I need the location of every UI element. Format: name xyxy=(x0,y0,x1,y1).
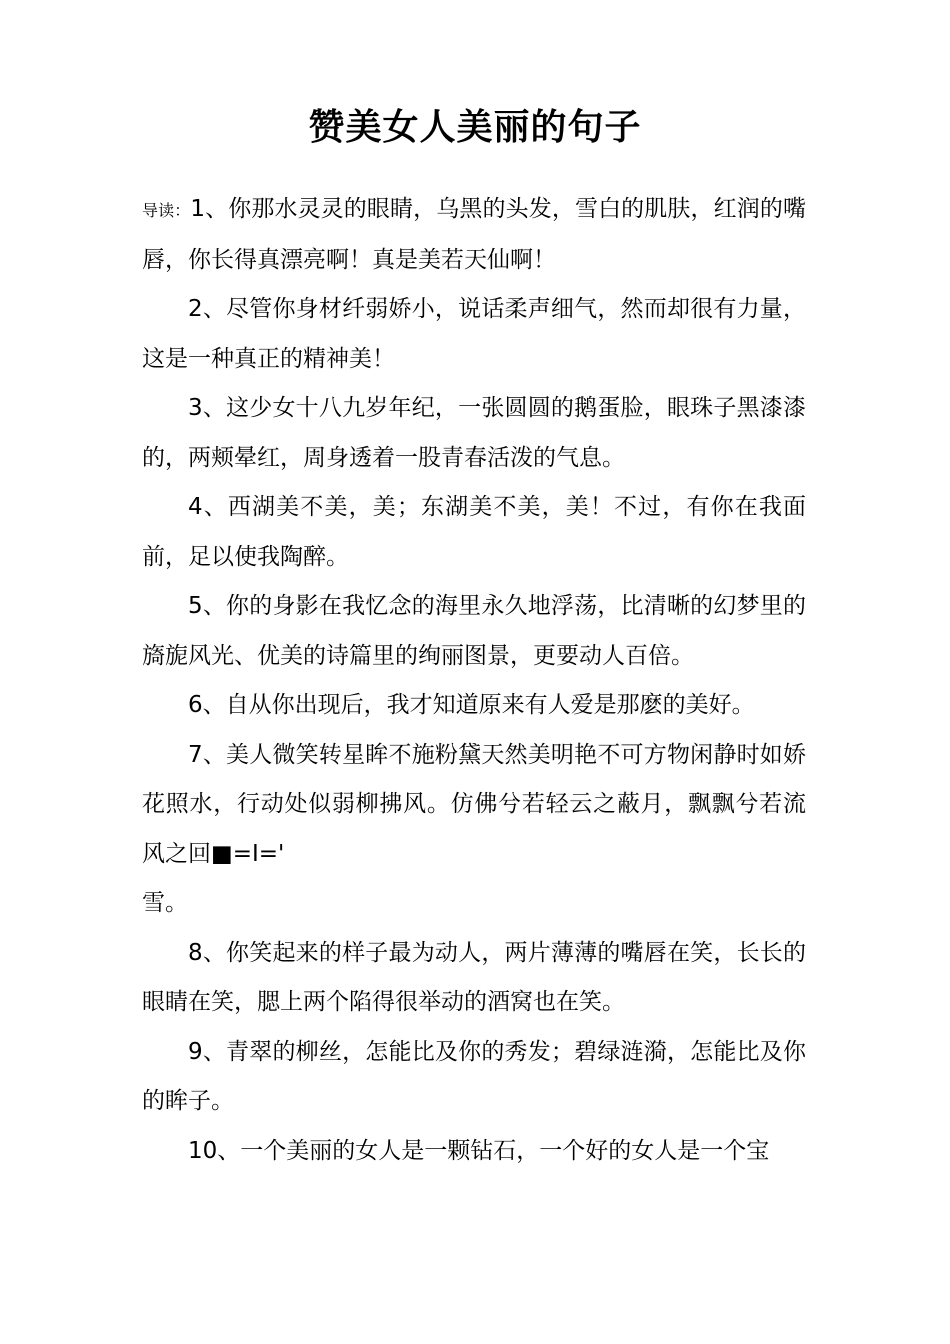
paragraph-7-continued: 雪。 xyxy=(142,890,188,916)
paragraph-7: 7、美人微笑转星眸不施粉黛天然美明艳不可方物闲静时如娇花照水，行动处似弱柳拂风。仿佛兮若轻云之蔽月，飘飘兮若流风之回■=I=' xyxy=(142,741,806,867)
intro-label: 导读： xyxy=(142,201,191,220)
paragraph-4: 4、西湖美不美，美；东湖美不美，美！不过，有你在我面前，足以使我陶醉。 xyxy=(142,494,806,570)
paragraph-9: 9、青翠的柳丝，怎能比及你的秀发；碧绿涟漪，怎能比及你的眸子。 xyxy=(142,1038,806,1114)
paragraph-10: 10、一个美丽的女人是一颗钻石，一个好的女人是一个宝 xyxy=(188,1137,770,1164)
paragraph-6: 6、自从你出现后，我才知道原来有人爱是那麽的美好。 xyxy=(188,692,755,718)
paragraph-1-text: 1、你那水灵灵的眼睛，乌黑的头发，雪白的肌肤，红润的嘴唇，你长得真漂亮啊！真是美若天仙啊！ xyxy=(142,196,806,273)
paragraph-1 xyxy=(142,185,806,285)
paragraph-5: 5、你的身影在我忆念的海里永久地浮荡，比清晰的幻梦里的旖旎风光、优美的诗篇里的绚丽图景，更要动人百倍。 xyxy=(142,593,806,669)
document-body xyxy=(142,185,806,1176)
page-title: 赞美女人美丽的句子 xyxy=(308,107,642,148)
paragraph-3: 3、这少女十八九岁年纪，一张圆圆的鹅蛋脸，眼珠子黑漆漆的，两颊晕红，周身透着一股青春活泼的气息。 xyxy=(142,395,806,471)
paragraph-8: 8、你笑起来的样子最为动人，两片薄薄的嘴唇在笑，长长的眼睛在笑，腮上两个陷得很举动的酒窝也在笑。 xyxy=(142,939,806,1015)
paragraph-2: 2、尽管你身材纤弱娇小，说话柔声细气，然而却很有力量，这是一种真正的精神美！ xyxy=(142,296,806,372)
